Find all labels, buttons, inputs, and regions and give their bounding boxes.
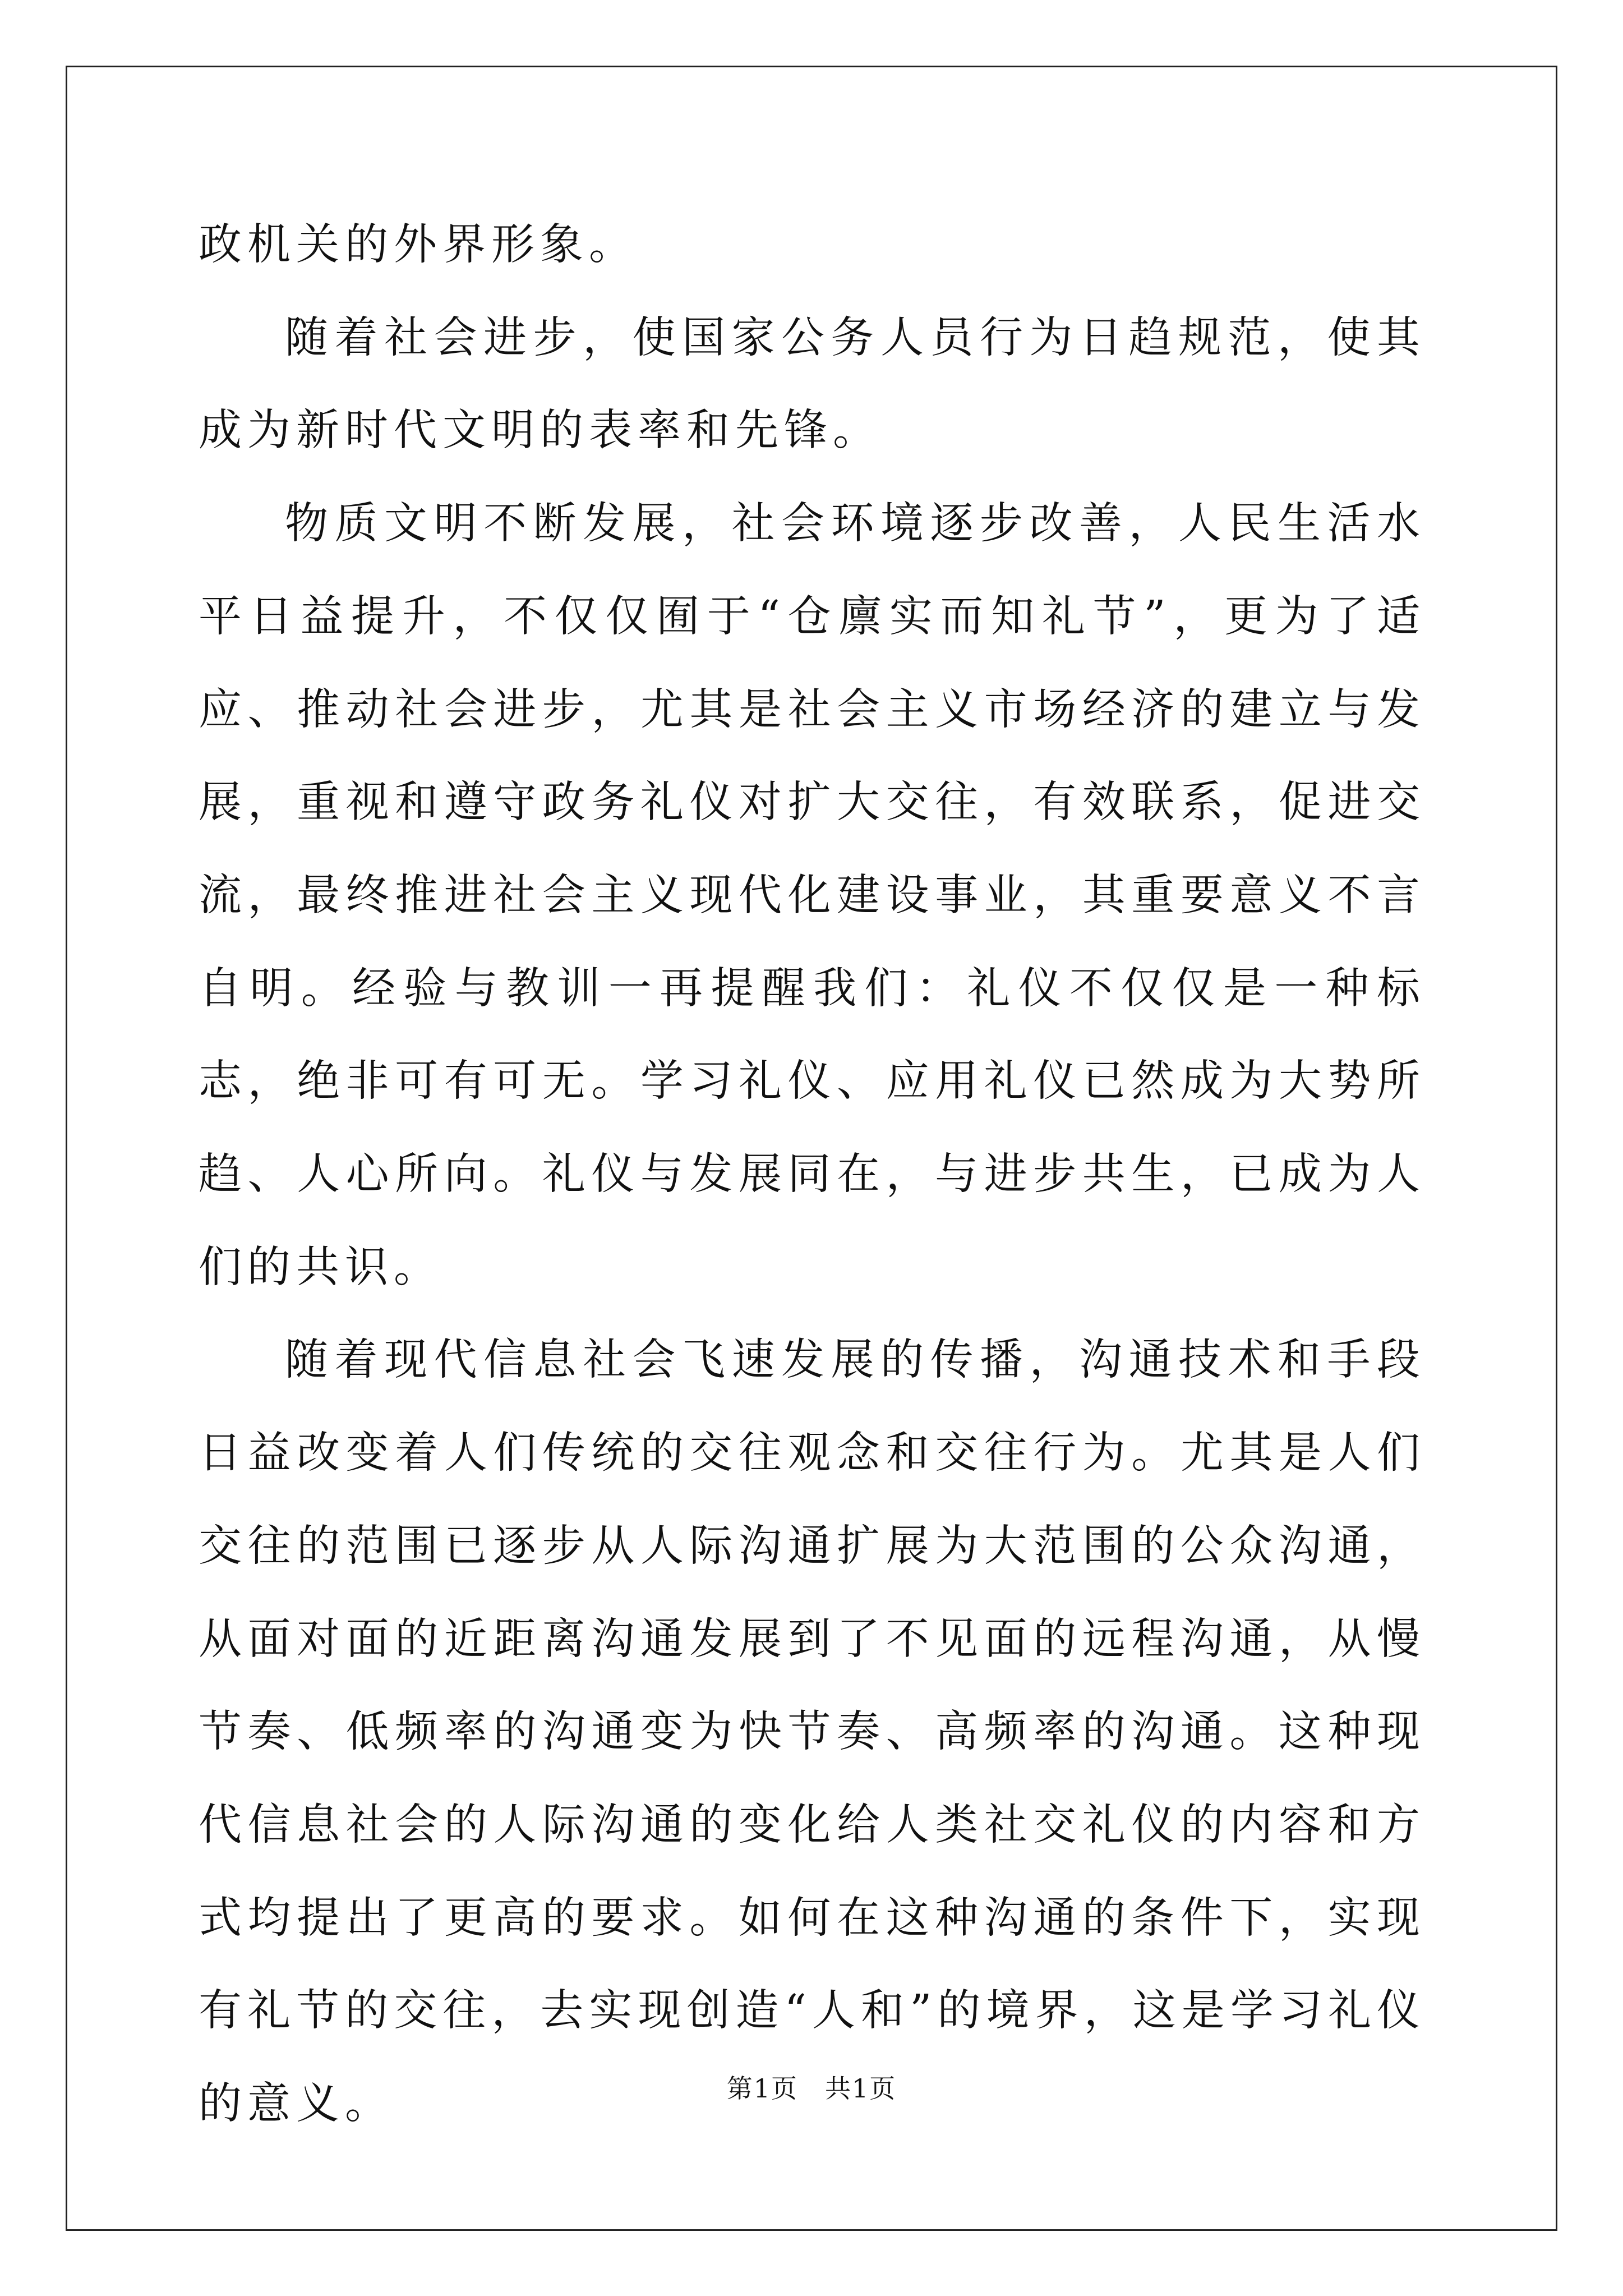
paragraph-3: 物质文明不断发展，社会环境逐步改善，人民生活水平日益提升，不仅仅囿于“仓廪实而知礼节”，更为了适应、推动社会进步，尤其是社会主义市场经济的建立与发展，重视和遵守政务礼仪对扩大交往，有效联系，促进交流，最终推进社会主义现代化建设事业，其重要意义不言自明。经验与教训一再提醒我们：礼仪不仅仅是一种标志，绝非可有可无。学习礼仪、应用礼仪已然成为大势所趋、人心所向。礼仪与发展同在，与进步共生，已成为人们的共识。 bbox=[199, 499, 1426, 1292]
paragraph-1: 政机关的外界形象。 bbox=[199, 220, 638, 270]
page-number-footer: 第1页 共1页 bbox=[726, 2073, 897, 2104]
paragraph-4: 随着现代信息社会飞速发展的传播，沟通技术和手段日益改变着人们传统的交往观念和交往行为。尤其是人们交往的范围已逐步从人际沟通扩展为大范围的公众沟通，从面对面的近距离沟通发展到了不见面的远程沟通，从慢节奏、低频率的沟通变为快节奏、高频率的沟通。这种现代信息社会的人际沟通的变化给人类社交礼仪的内容和方式均提出了更高的要求。如何在这种沟通的条件下，实现有礼节的交往，去实现创造“人和”的境界，这是学习礼仪的意义。 bbox=[199, 1335, 1426, 2129]
document-body bbox=[199, 199, 1426, 2151]
paragraph-2: 随着社会进步，使国家公务人员行为日趋规范，使其成为新时代文明的表率和先锋。 bbox=[199, 312, 1426, 456]
